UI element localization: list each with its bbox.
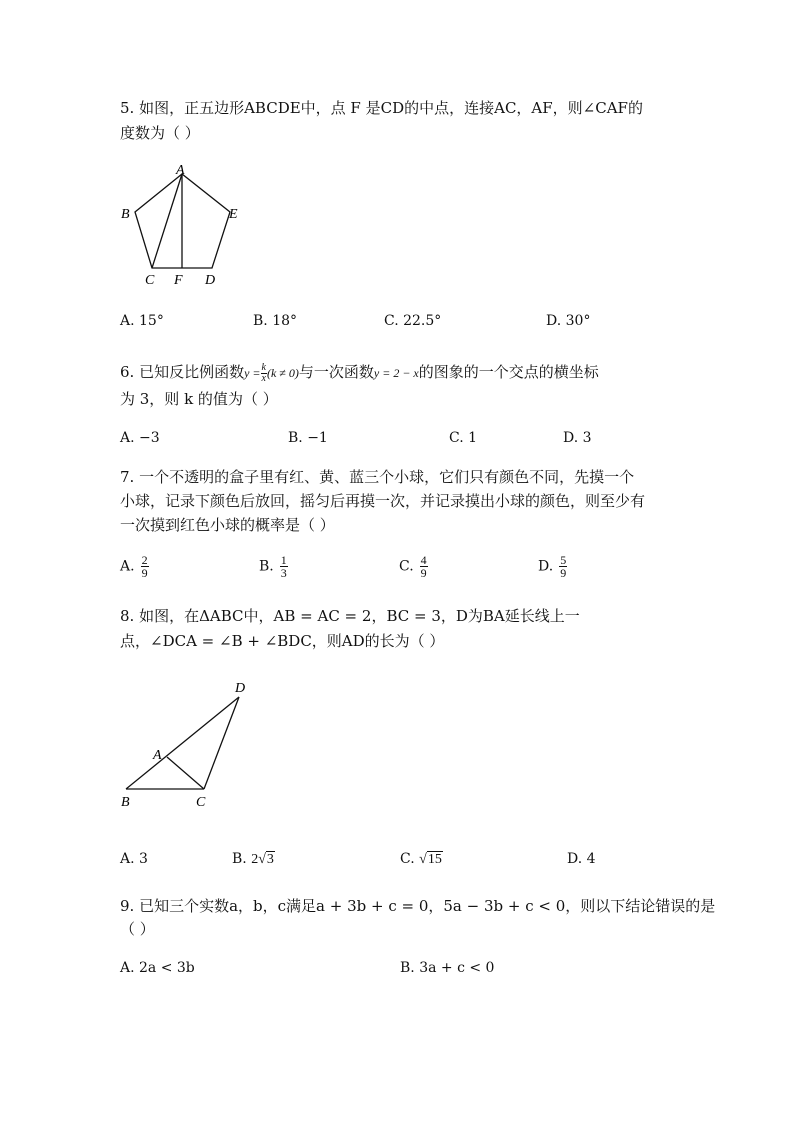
q6-post: 的图象的一个交点的横坐标 [418,363,599,381]
q7-stem-line2: 小球，记录下颜色后放回，摇匀后再摸一次，并记录摸出小球的颜色，则至少有 [120,492,646,510]
label-c: C [196,795,206,810]
label-b: B [121,207,130,222]
q5-option-c[interactable]: C. 22.5° [384,313,442,329]
q6-y2: y = 2 − x [373,366,419,380]
q5-option-b[interactable]: B. 18° [253,313,298,329]
label-f: F [174,273,183,288]
q8-option-c[interactable] [400,849,443,870]
q8-option-b-letter: B. [232,851,247,867]
q6-option-c[interactable]: C. 1 [449,430,478,446]
label-b: B [121,795,130,810]
q8-option-b-radical: 2√3 [251,852,274,867]
q7-option-b-fraction [280,554,288,579]
q6-cond: (k ≠ 0) [266,366,299,380]
q7-option-a-letter: A. [120,558,135,575]
q5-stem-line2: 度数为（ ） [120,124,200,142]
label-a: A [176,163,185,178]
q7-option-b[interactable] [259,554,288,579]
q8-option-b[interactable] [232,849,275,870]
q6-option-a[interactable]: A. −3 [120,430,160,446]
q7-option-c-letter: C. [399,558,414,575]
segment-ac [167,757,204,789]
q6-stem-line2: 为 3，则 k 的值为（ ） [120,390,278,408]
frac-den: 9 [420,566,427,580]
q8-option-c-radical: √15 [419,852,442,867]
q6-pre: 6. 已知反比例函数 [120,363,245,381]
segment-ac [152,174,182,268]
label-e: E [229,207,238,222]
q7-option-d[interactable] [538,554,567,579]
q5-option-a[interactable]: A. 15° [120,313,164,329]
q8-option-d[interactable]: D. 4 [567,851,596,867]
label-d: D [205,273,216,288]
frac-den: 3 [280,566,287,580]
q8-stem-line1: 8. 如图，在ΔABC中，AB = AC = 2，BC = 3，D为BA延长线上一 [120,607,580,625]
q8-option-c-letter: C. [400,851,415,867]
radicand: 3 [266,852,274,867]
q7-option-b-letter: B. [259,558,274,575]
q9-option-a[interactable]: A. 2a < 3b [120,960,195,976]
q8-stem-line2: 点，∠DCA = ∠B + ∠BDC，则AD的长为（ ） [120,632,445,650]
frac-num: 5 [560,553,567,567]
q7-option-a[interactable] [120,554,149,579]
frac-den: 9 [141,566,148,580]
q8-option-a[interactable]: A. 3 [120,851,148,867]
q7-stem-line3: 一次摸到红色小球的概率是（ ） [120,516,335,534]
q9-option-b[interactable]: B. 3a + c < 0 [400,960,495,976]
q7-option-d-letter: D. [538,558,554,575]
radical-coefficient: 2 [251,852,259,867]
frac-num: 2 [141,553,148,567]
label-d: D [235,681,246,696]
q5-option-d[interactable]: D. 30° [546,313,591,329]
q6-y1: y = [244,366,261,380]
q6-frac-num: k [261,361,266,373]
radicand: 15 [427,852,442,867]
triangle-figure [112,676,272,816]
q6-mid: 与一次函数 [298,363,374,381]
q5-stem-line1: 5. 如图，正五边形ABCDE中，点 F 是CD的中点，连接AC，AF，则∠CAF的 [120,99,643,117]
pentagon-figure [112,162,262,292]
q7-stem-line1: 7. 一个不透明的盒子里有红、黄、蓝三个小球，它们只有颜色不同，先摸一个 [120,468,635,486]
q9-stem-line2: （ ） [120,920,155,938]
q6-option-b[interactable]: B. −1 [288,430,328,446]
frac-den: 9 [560,566,567,580]
q6-frac-den: x [261,372,266,384]
q6-option-d[interactable]: D. 3 [563,430,592,446]
q9-stem-line1: 9. 已知三个实数a，b，c满足a + 3b + c = 0，5a − 3b + c < 0，则以下结论错误的是 [120,897,716,915]
frac-num: 4 [420,553,427,567]
q7-option-c[interactable] [399,554,428,579]
q7-option-c-fraction [420,554,428,579]
q6-stem-line1 [120,362,599,384]
label-a: A [153,748,162,763]
label-c: C [145,273,155,288]
frac-num: 1 [280,553,287,567]
q7-option-a-fraction [141,554,149,579]
q7-option-d-fraction [559,554,567,579]
